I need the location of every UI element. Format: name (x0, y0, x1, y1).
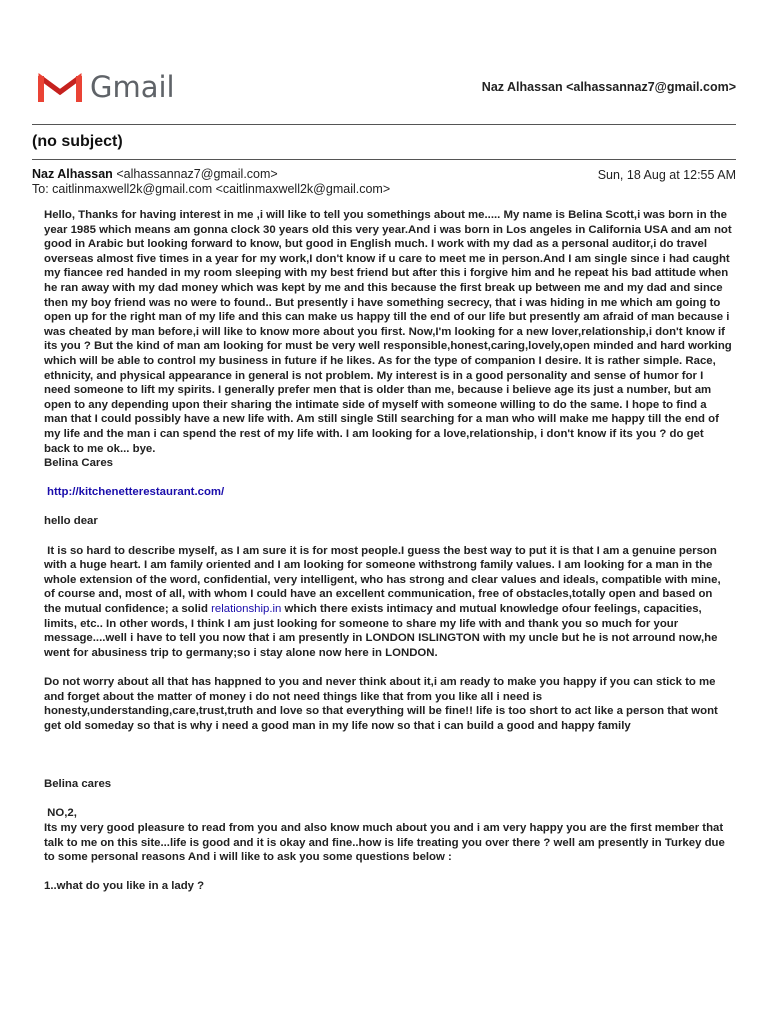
question: 1..what do you like in a lady ? (44, 880, 205, 893)
signature: Belina Cares (44, 457, 114, 470)
logo-text: Gmail (90, 70, 175, 104)
body-paragraph: Its my very good pleasure to read from you and also know much about you and i am very happy you are the first member that talk to me on this site...life is good and it is okay and fine..how is life treating you over there ? well am presently in Turkey due to some personal reasons And i will like to ask you some questions below : (44, 821, 729, 864)
body-paragraph: Hello, Thanks for having interest in me ,i will like to tell you somethings about me..... My name is Belina Scott,i was born in the year 1985 which means am gonna clock 30 years old this very year.And i was born in Los angeles in California USA and am not good in Arabic but looking forward to know, but good in English much. I work with my dad as a personal auditor,i do travel overseas almost five times in a year for my work,I don't know if u care to meet me in person.And I am single since i had caught my fiancee red handed in my room sleeping with my best friend but after this i forgive him and he repeat his bad attitude when he ran away with my dad money which was kept by me and this because the first break up between me and my dad and since then my boy friend was no were to found.. But presently i have something secrecy, that i was hiding in me which am going to open up for the right man of my life and this can make us happy till the end of our life but presently am afraid of man because i was cheated by man before,i will like to know more about you first. Now,I'm looking for a new lover,relationship,i don't know if its you ? But the kind of man am looking for must be very well responsible,honest,caring,lovely,open minded and hard working which will be able to control my business in future if he likes. As for the type of companion I desire. It is rather simple. Race, ethnicity, and physical appearance in general is not problem. My interest is in a good personality and sense of humor for I need someone to lift my spirits. I generally prefer men that is older than me, because i believe age its just a number, but am open to any depending upon their sharing the intimate side of myself with someone willing to do the same. I hope to find a man that I could possibly have a new life with. Am still single Still searching for a man who will make me happy till the end of my life and the man i can spend the rest of my life with. I am looking for a love,relationship, i don't know if its you ? do get back to me ok... bye. (44, 209, 735, 455)
email-subject: (no subject) (32, 133, 123, 150)
body-paragraph: Do not worry about all that has happned to you and never think about it,i am ready to make you happy if you can stick to me and forget about the matter of money i do not need things like that from you like all i need is honesty,understanding,care,trust,truth and love so that everything will be fine!! life is too short to act like a person that wont get old someday so that is why i need a good man in my life now so that i can build a good and happy family (44, 676, 721, 732)
gmail-header (36, 66, 736, 106)
greeting: hello dear (44, 515, 98, 528)
section-marker: NO,2, (44, 807, 77, 820)
relationship-link[interactable]: relationship.in (211, 603, 282, 616)
sender-line (32, 167, 278, 181)
email-body (44, 208, 735, 894)
divider (32, 159, 736, 160)
sender-name: Naz Alhassan (32, 167, 113, 181)
body-paragraph: It is so hard to describe myself, as I am sure it is for most people.I guess the best way to put it is that I am a genuine person with a huge heart. I am family oriented and I am looking for someone withstrong family values. I am looking for a man in the whole extension of the word, confidential, very intelligent, who has strong and clear values and ideals, compatible with mine, of course and, most of all, with whom I could have an excellent communication, free of obstacles,totally open and based on the mutual confidence; a solid relationship.in which there exists intimacy and mutual knowledge ofour feelings, capacities, limits, etc.. In other words, I think I am just looking for someone to share my life with and thank you so much for your message....well i have to tell you now that i am presently in LONDON ISLINGTON with my uncle but he is not arround now,he went for abusiness trip to germany;so i stay alone now here in LONDON. (44, 544, 724, 659)
signature: Belina cares (44, 778, 112, 791)
divider (32, 124, 736, 125)
sender-email: <alhassannaz7@gmail.com> (116, 167, 278, 181)
recipient-line: To: caitlinmaxwell2k@gmail.com <caitlinmaxwell2k@gmail.com> (32, 182, 391, 196)
gmail-logo (36, 68, 176, 106)
email-date: Sun, 18 Aug at 12:55 AM (597, 168, 736, 182)
account-owner: Naz Alhassan <alhassannaz7@gmail.com> (481, 80, 736, 94)
website-link[interactable]: http://kitchenetterestaurant.com/ (47, 486, 225, 499)
gmail-m-icon (38, 72, 82, 104)
